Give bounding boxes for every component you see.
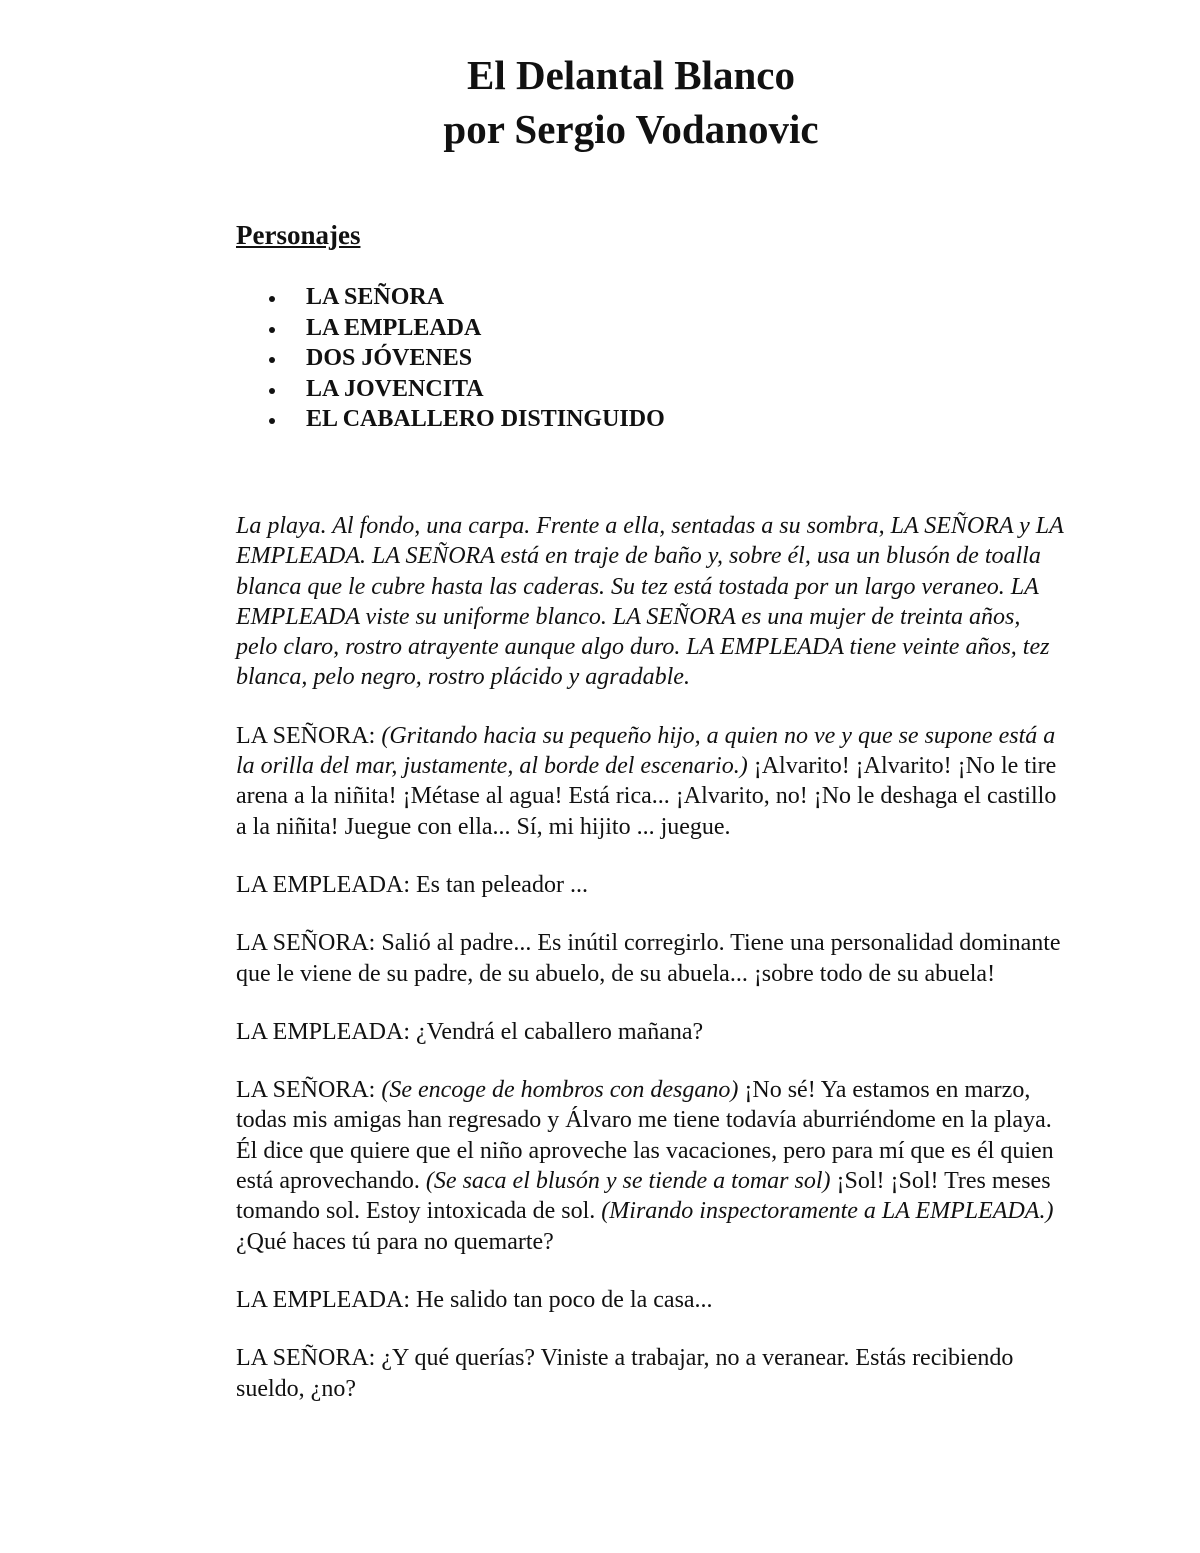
title-line-1: El Delantal Blanco [466,52,796,98]
speaker: LA EMPLEADA: [236,1286,410,1313]
stage-setting: La playa. Al fondo, una carpa. Frente a ella, sentadas a su sombra, LA SEÑORA y LA EMPLEADA. LA SEÑORA está en traje de baño y, sobre él, usa un blusón de toalla blanca que le cubre hasta las caderas. Su tez está tostada por un largo veraneo. LA EMPLEADA viste su uniforme blanco. LA SEÑORA es una mujer de treinta años, pelo claro, rostro atrayente aunque algo duro. LA EMPLEADA tiene veinte años, tez blanca, pelo negro, rostro plácido y agradable. [236,513,1064,691]
document-title [216,48,1046,156]
character-item: DOS JÓVENES [236,343,665,374]
dialogue-line [236,870,1066,900]
character-item: LA EMPLEADA [236,313,665,344]
speaker: LA SEÑORA: [236,1345,376,1372]
dialogue-line [236,1285,1066,1315]
dialogue-text: ¡No sé! Ya estamos en marzo, todas mis amigas han regresado y Álvaro me tiene todavía aburriéndome en la playa. Él dice que quiere que el niño aproveche las vacaciones, pero para mí que es él quien está aprovechando. [236,1077,1054,1195]
dialogue-text: ¿Vendrá el caballero mañana? [416,1018,704,1045]
dialogue-line [236,1343,1066,1404]
stage-direction: (Se encoge de hombros con desgano) [381,1077,739,1104]
dialogue-line [236,928,1066,989]
dialogue-text: ¿Qué haces tú para no quemarte? [236,1228,554,1255]
stage-direction: (Se saca el blusón y se tiende a tomar sol) [425,1168,831,1195]
dialogue-text: ¡Sol! ¡Sol! Tres meses tomando sol. Estoy intoxicada de sol. [236,1168,1051,1225]
dialogue-text: Es tan peleador ... [416,871,588,898]
dialogue-text: He salido tan poco de la casa... [416,1286,713,1313]
speaker: LA EMPLEADA: [236,871,410,898]
script-body [236,511,1066,1432]
character-item: LA SEÑORA [236,282,665,313]
dialogue-line [236,721,1066,842]
dialogue-text: ¡Alvarito! ¡Alvarito! ¡No le tire arena a la niñita! ¡Métase al agua! Está rica... ¡Alvarito, no! ¡No le deshaga el castillo a la niñita! Juegue con ella... Sí, mi hijito ... juegue. [236,753,1057,840]
dialogue-line [236,1075,1066,1257]
speaker: LA SEÑORA: [236,1077,376,1104]
document-page [236,48,1066,1402]
speaker: LA SEÑORA: [236,722,376,749]
dialogue-line [236,1017,1066,1047]
stage-direction: (Gritando hacia su pequeño hijo, a quien no ve y que se supone está a la orilla del mar, justamente, al borde del escenario.) [236,722,1056,780]
dialogue-text: ¿Y qué querías? Viniste a trabajar, no a veranear. Estás recibiendo sueldo, ¿no? [236,1345,1014,1402]
dialogue-text: Salió al padre... Es inútil corregirlo. Tiene una personalidad dominante que le viene de su padre, de su abuelo, de su abuela... ¡sobre todo de su abuela! [236,930,1061,987]
characters-list [236,282,665,435]
title-line-2: por Sergio Vodanovic [443,106,819,152]
characters-heading: Personajes [236,220,361,250]
speaker: LA EMPLEADA: [236,1018,410,1045]
character-item: LA JOVENCITA [236,374,665,405]
speaker: LA SEÑORA: [236,930,376,957]
stage-direction: (Mirando inspectoramente a LA EMPLEADA.) [601,1198,1054,1225]
character-item: EL CABALLERO DISTINGUIDO [236,404,665,435]
